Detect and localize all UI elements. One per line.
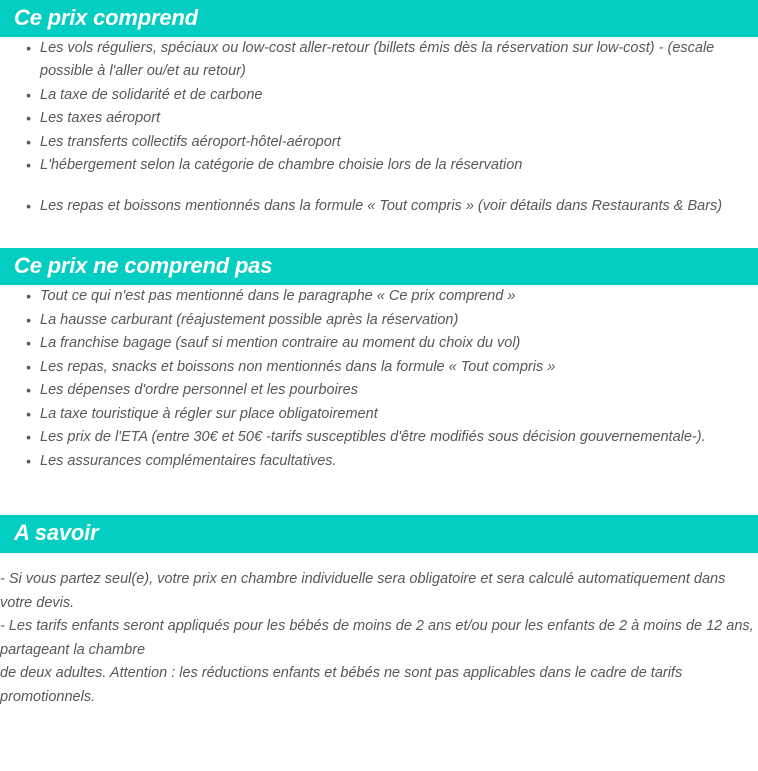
list-item: • La taxe touristique à régler sur place obligatoirement [0, 403, 758, 426]
list-item: • La taxe de solidarité et de carbone [0, 84, 758, 107]
list-item: • Les repas, snacks et boissons non mentionnés dans la formule « Tout compris » [0, 356, 758, 379]
list-item: • La franchise bagage (sauf si mention contraire au moment du choix du vol) [0, 332, 758, 355]
list-item: • Les repas et boissons mentionnés dans la formule « Tout compris » (voir détails dans Restaurants & Bars) [0, 195, 758, 218]
notes-block [0, 553, 758, 709]
list-item: • Les dépenses d'ordre personnel et les pourboires [0, 379, 758, 402]
list-item: • Les taxes aéroport [0, 107, 758, 130]
list-item: • L'hébergement selon la catégorie de chambre choisie lors de la réservation [0, 154, 758, 177]
section-header-included: Ce prix comprend [0, 0, 758, 37]
section-spacer [0, 218, 758, 248]
note-paragraph: de deux adultes. Attention : les réductions enfants et bébés ne sont pas applicables dans le cadre de tarifs promotionnels. [0, 665, 683, 705]
list-item: • Les assurances complémentaires facultatives. [0, 450, 758, 473]
list-item: • Les vols réguliers, spéciaux ou low-cost aller-retour (billets émis dès la réservation sur low-cost) - (escale possible à l'aller ou/et au retour) [0, 37, 758, 84]
included-list [0, 37, 758, 218]
section-header-excluded: Ce prix ne comprend pas [0, 248, 758, 285]
section-spacer [0, 473, 758, 515]
list-item: • La hausse carburant (réajustement possible après la réservation) [0, 309, 758, 332]
list-item: • Tout ce qui n'est pas mentionné dans le paragraphe « Ce prix comprend » [0, 285, 758, 308]
list-item: • Les prix de l'ETA (entre 30€ et 50€ -tarifs susceptibles d'être modifiés sous décision gouvernementale-). [0, 426, 758, 449]
note-paragraph: - Si vous partez seul(e), votre prix en chambre individuelle sera obligatoire et sera calculé automatiquement dans votre devis. [0, 571, 726, 611]
excluded-list [0, 285, 758, 473]
note-paragraph: - Les tarifs enfants seront appliqués pour les bébés de moins de 2 ans et/ou pour les enfants de 2 à moins de 12 ans, partageant la chambre [0, 618, 754, 658]
section-header-notes: A savoir [0, 515, 758, 553]
list-item: • Les transferts collectifs aéroport-hôtel-aéroport [0, 131, 758, 154]
